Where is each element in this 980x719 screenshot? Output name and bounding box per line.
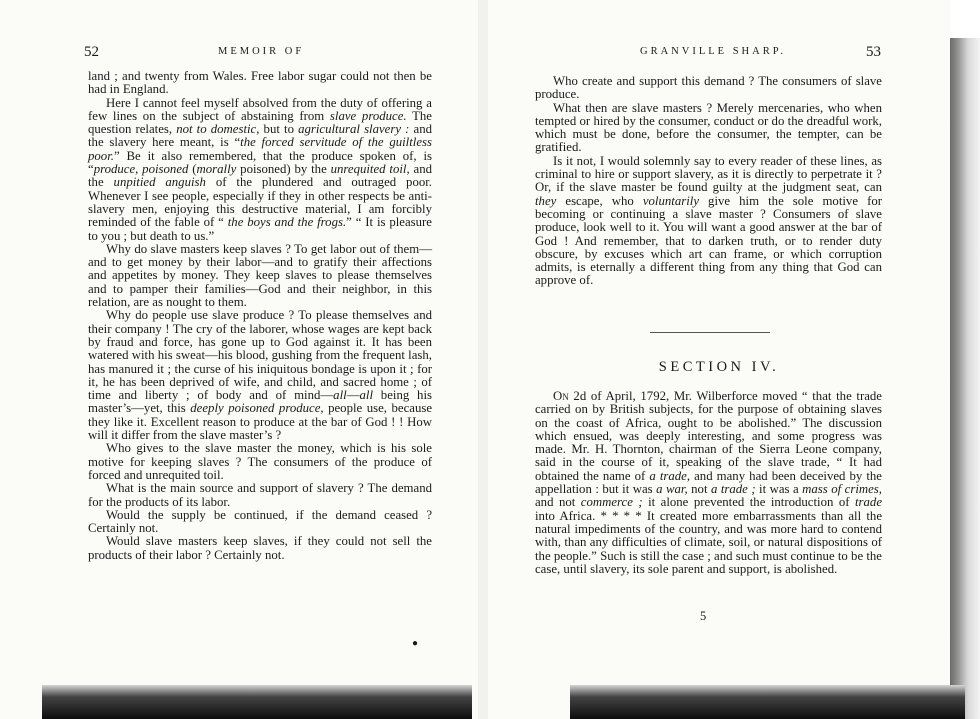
italic-text: unpitied anguish [113,175,206,190]
paragraph [88,97,432,243]
text-run: On [553,389,569,403]
italic-text: the boys and the frogs. [227,215,347,230]
text-run: Why do slave masters keep slaves ? To get labor out of them—and to get money by their labor—and to gratify their affections and appetites by money. They keep slaves to please themselves and to pamper their families—God and their neighbor, in this relation, are as nought to them. [88,241,432,310]
paragraph [535,75,882,102]
paragraph [535,390,882,576]
text-run: it alone prevented the introduction of [642,495,855,510]
italic-text: agricultural slavery : [298,122,410,137]
italic-text: morally [196,162,237,177]
text-run: but to [259,122,299,137]
italic-text: slave produce. [329,108,407,123]
text-run: give him the sole motive for becoming or continuing a slave master ? Consumers of slave produce, look well to it. You will want a good answer at the bar of God ! And remember, that to darken truth, or to render duty obscure, by excuses which art can frame, or which corruption admits, is eternally a different thing from any thing that God can approve of. [535,193,882,288]
left-page [0,0,478,719]
italic-text: a war, [656,482,688,497]
paragraph [88,442,432,482]
text-run: — [346,388,360,403]
italic-text: unrequited toil, [330,162,410,177]
paragraph [88,509,432,536]
text-run: What is the main source and support of slavery ? The demand for the products of its labor. [88,481,432,509]
text-run: and not [535,495,581,510]
paragraph [535,102,882,155]
text-run: ( [188,162,197,177]
text-run: Why do people use slave produce ? To please themselves and their company ! The cry of the laborer, whose wages are kept back by fraud and force, has gone up to God against it. It has been watered with his sweat—his blood, gushing from the frequent lash, has manured it ; the curse of his iniquitous bondage is upon it ; for it, he has been deprived of wife, and child, and sacred home ; of time and liberty ; of body and of mind— [88,308,432,403]
paragraph [535,155,882,288]
italic-text: they [535,193,557,208]
text-run: and many had been deceived by the appellation : but it was [535,468,882,497]
right-page-text-top [535,75,882,288]
text-run: Here I cannot feel myself absolved from the duty of offering a few lines on the subject of abstaining from [88,95,432,123]
scan-shadow-bottom-right [570,685,965,719]
paragraph [88,243,432,309]
italic-text: voluntarily [642,193,699,208]
text-run: and the slavery here meant, is “ [88,122,432,150]
text-run: Who create and support this demand ? The consumers of slave produce. [535,74,882,102]
running-head-right: GRANVILLE SHARP. [640,46,787,57]
paragraph [88,482,432,509]
italic-text: deeply poisoned produce, [190,401,324,416]
paragraph [88,309,432,442]
italic-text: trade [854,495,882,510]
running-head-left: MEMOIR OF [218,46,305,57]
text-run: Would the supply be continued, if the demand ceased ? Certainly not. [88,507,432,536]
text-run: not [687,482,711,497]
italic-text: a trade ; [710,482,756,497]
text-run: Is it not, I would solemnly say to every reader of these lines, as criminal to hire or support slavery, as it is directly to perpetrate it ? Or, if the slave master be found guilty at the judgment seat, can [535,153,882,195]
paragraph [88,70,432,97]
text-run: escape, who [556,193,643,208]
page-number-right: 53 [866,44,881,60]
text-run: poisoned) by the [236,162,331,177]
text-run: 2d of April, 1792, Mr. Wilberforce moved “ that the trade carried on by British subjects, for the purpose of obtaining slaves on the coast of Africa, ought to be abolished.” The discussion which ensued, was deeply interesting, and some progress was made. Mr. H. Thornton, chairman of the Sierra Leone company, said in the course of it, speaking of the slave trade, “ It had obtained the name of [535,389,882,483]
text-run: What then are slave masters ? Merely mercenaries, who when tempted or hired by the consumer, conduct or do the dreadful work, which must be done, before the consumer, the tempter, can be gratified. [535,100,882,155]
section-heading: SECTION IV. [658,359,780,375]
text-run: people use, because they like it. Excellent reason to produce at the bar of God ! ! How will it differ from the slave master’s ? [88,401,432,443]
italic-text: the forced servitude of the guiltless poor. [88,135,432,163]
italic-text: all [359,388,373,403]
scan-shadow-right [950,38,980,719]
italic-text: commerce ; [580,495,643,510]
page-gutter [478,0,488,719]
italic-text: mass of crimes, [802,482,882,497]
paragraph [88,535,432,562]
text-run: into Africa. * * * * It created more embarrassments than all the natural impediments of the country, and was more hard to contend with, than any difficulties of climate, soil, or natural dispositions of the people.” Such is still the case ; and such must continue to be the case, until slavery, its sole parent and support, is abolished. [535,508,882,576]
right-page-text-bottom [535,390,882,576]
text-run: The question relates, [88,108,432,137]
section-divider-rule [650,332,770,333]
signature-mark: 5 [700,609,707,623]
text-run: it was a [755,482,803,497]
right-page [488,0,950,719]
italic-text: a trade, [649,468,691,483]
text-run: Would slave masters keep slaves, if they could not sell the products of their labor ? Certainly not. [88,534,432,562]
scan-shadow-bottom-left [42,685,472,719]
italic-text: not to domestic, [176,122,260,137]
italic-text: produce, poisoned [93,162,189,177]
text-run: land ; and twenty from Wales. Free labor sugar could not then be had in England. [88,69,432,97]
text-run: of the plundered and outraged poor. Whenever I see people, especially if they in other respects be anti-slavery men, enjoying this destructive material, I am forcibly reminded of the fable of “ [88,175,432,230]
left-page-text [88,70,432,562]
text-run: ” Be it also remembered, that the produce spoken of, is “ [88,148,432,177]
text-run: being his master’s—yet, this [88,388,432,416]
ink-speck: ● [412,638,419,649]
page-number-left: 52 [84,44,99,60]
text-run: ” “ It is pleasure to you ; but death to us.” [88,215,432,243]
text-run: Who gives to the slave master the money, which is his sole motive for keeping slaves ? The consumers of the produce of forced and unrequited toil. [88,441,432,482]
text-run: and the [88,162,432,190]
italic-text: all [333,388,347,403]
